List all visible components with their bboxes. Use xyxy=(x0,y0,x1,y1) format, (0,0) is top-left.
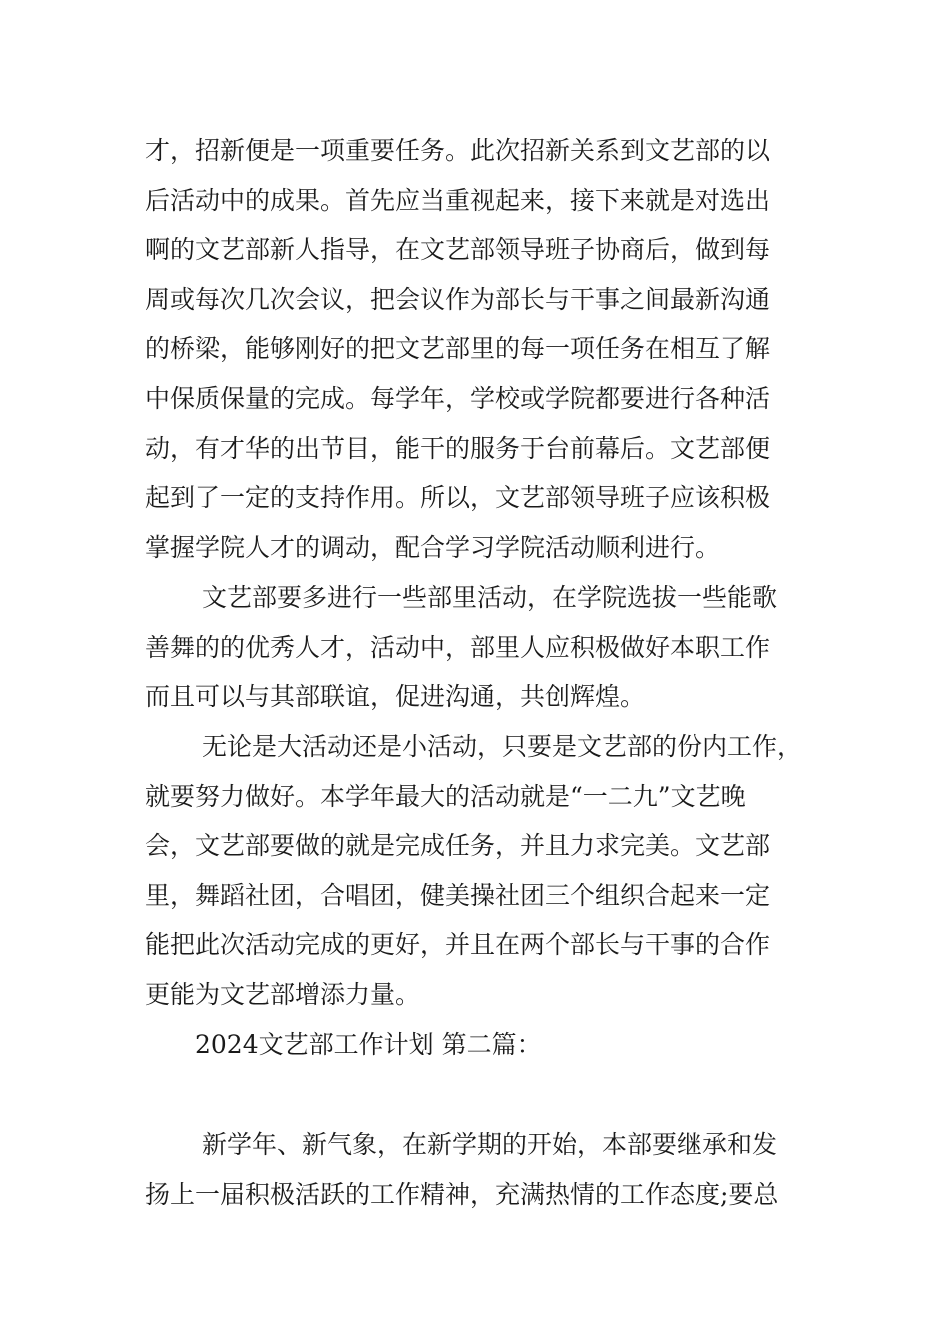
section-heading: 2024文艺部工作计划 第二篇： xyxy=(195,1030,542,1059)
text-line: 动，有才华的出节目，能干的服务于台前幕后。文艺部便 xyxy=(145,433,771,463)
text-line: 起到了一定的支持作用。所以，文艺部领导班子应该积极 xyxy=(145,483,771,513)
paragraph-1 xyxy=(145,126,815,572)
text-line: 周或每次几次会议，把会议作为部长与干事之间最新沟通 xyxy=(145,284,771,314)
text-line: 后活动中的成果。首先应当重视起来，接下来就是对选出 xyxy=(145,185,771,215)
text-line: 才，招新便是一项重要任务。此次招新关系到文艺部的以 xyxy=(145,136,771,165)
text-line: 扬上一届积极活跃的工作精神，充满热情的工作态度;要总 xyxy=(145,1179,779,1209)
text-line: 新学年、新气象，在新学期的开始，本部要继承和发 xyxy=(202,1130,778,1159)
paragraph-3 xyxy=(145,722,815,1020)
text-line: 文艺部要多进行一些部里活动，在学院选拔一些能歌 xyxy=(202,583,778,612)
text-line: 会，文艺部要做的就是完成任务，并且力求完美。文艺部 xyxy=(145,831,771,861)
text-line: 掌握学院人才的调动，配合学习学院活动顺利进行。 xyxy=(145,532,721,562)
paragraph-4 xyxy=(145,1120,815,1219)
text-line: 善舞的的优秀人才，活动中，部里人应积极做好本职工作 xyxy=(145,632,771,662)
text-line: 里，舞蹈社团，合唱团，健美操社团三个组织合起来一定 xyxy=(145,880,771,910)
text-line: 而且可以与其部联谊，促进沟通，共创辉煌。 xyxy=(145,682,646,712)
section-heading-block xyxy=(145,1020,815,1070)
text-line: 啊的文艺部新人指导，在文艺部领导班子协商后，做到每 xyxy=(145,235,771,265)
text-line: 更能为文艺部增添力量。 xyxy=(145,979,421,1009)
paragraph-2 xyxy=(145,573,815,722)
text-line: 中保质保量的完成。每学年，学校或学院都要进行各种活 xyxy=(145,383,771,413)
text-line: 的桥梁，能够刚好的把文艺部里的每一项任务在相互了解 xyxy=(145,334,771,364)
text-line: 无论是大活动还是小活动，只要是文艺部的份内工作， xyxy=(202,732,803,761)
text-line: 就要努力做好。本学年最大的活动就是“一二九”文艺晚 xyxy=(145,781,746,811)
text-line: 能把此次活动完成的更好，并且在两个部长与干事的合作 xyxy=(145,930,771,960)
